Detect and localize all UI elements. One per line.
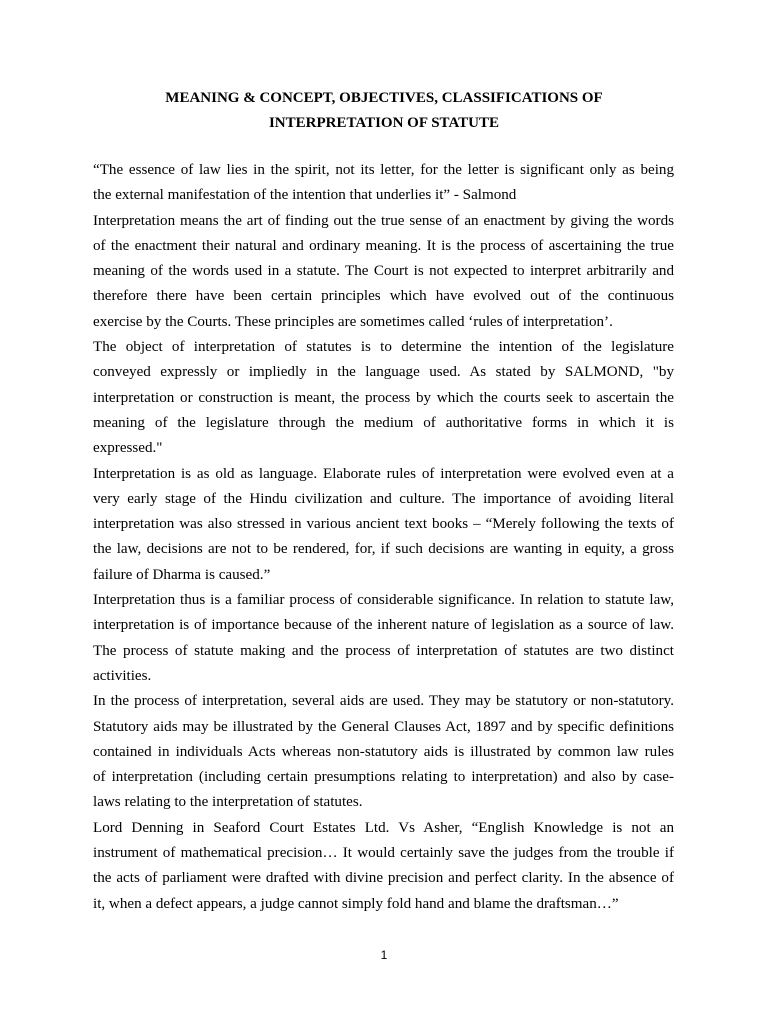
paragraph-line: expressed.": [93, 440, 163, 457]
paragraph-line: failure of Dharma is caused.”: [93, 566, 271, 583]
paragraph-line: conveyed expressly or impliedly in the language used. As stated by SALMOND, "by: [93, 364, 674, 381]
paragraph: [93, 335, 674, 461]
paragraph-line: The process of statute making and the process of interpretation of statutes are two distinct: [93, 642, 674, 659]
paragraph: [93, 689, 674, 815]
paragraph-line: it, when a defect appears, a judge cannot simply fold hand and blame the draftsman…”: [93, 895, 619, 912]
title-line: MEANING & CONCEPT, OBJECTIVES, CLASSIFICATIONS OF: [165, 90, 603, 106]
paragraph-line: exercise by the Courts. These principles are sometimes called ‘rules of interpretation’.: [93, 313, 613, 330]
paragraph-line: Interpretation thus is a familiar process of considerable significance. In relation to statute law,: [93, 592, 674, 609]
paragraph-line: Interpretation is as old as language. Elaborate rules of interpretation were evolved even at a: [93, 465, 674, 482]
paragraph-line: very early stage of the Hindu civilization and culture. The importance of avoiding literal: [93, 490, 674, 507]
paragraph-line: The object of interpretation of statutes is to determine the intention of the legislature: [93, 339, 674, 356]
paragraph-line: Statutory aids may be illustrated by the General Clauses Act, 1897 and by specific definitions: [93, 718, 674, 735]
paragraph-line: “The essence of law lies in the spirit, not its letter, for the letter is significant only as being: [93, 162, 674, 178]
paragraph-line: the law, decisions are not to be rendered, for, if such decisions are wanting in equity, a gross: [93, 541, 674, 558]
paragraph-line: therefore there have been certain principles which have evolved out of the continuous: [93, 288, 674, 305]
title-line: INTERPRETATION OF STATUTE: [268, 115, 500, 131]
paragraph-line: interpretation is of importance because of the inherent nature of legislation as a source of law.: [93, 617, 674, 634]
paragraph: [93, 588, 674, 689]
paragraph-line: of the enactment their natural and ordinary meaning. It is the process of ascertaining the true: [93, 237, 674, 254]
paragraph-line: the external manifestation of the intention that underlies it” - Salmond: [93, 187, 517, 204]
paragraph-line: meaning of the words used in a statute. The Court is not expected to interpret arbitrarily and: [93, 263, 674, 280]
paragraph-line: interpretation was also stressed in various ancient text books – “Merely following the texts of: [93, 516, 674, 533]
paragraph: [93, 462, 674, 588]
paragraph-line: the acts of parliament were drafted with divine precision and perfect clarity. In the absence of: [93, 870, 674, 887]
paragraph: [93, 816, 674, 917]
paragraph-line: instrument of mathematical precision… It would certainly save the judges from the trouble if: [93, 845, 674, 862]
document-title: [93, 86, 675, 136]
paragraph-line: activities.: [93, 667, 152, 684]
paragraph-line: In the process of interpretation, several aids are used. They may be statutory or non-statutory.: [93, 693, 674, 710]
document-body: [93, 158, 674, 917]
paragraph-line: of interpretation (including certain presumptions relating to interpretation) and also by case-: [93, 769, 674, 786]
paragraph: [93, 209, 674, 335]
paragraph-line: contained in individuals Acts whereas non-statutory aids is illustrated by common law rules: [93, 743, 674, 760]
paragraph-line: Interpretation means the art of finding out the true sense of an enactment by giving the words: [93, 212, 674, 229]
paragraph-line: interpretation or construction is meant, the process by which the courts seek to ascertain the: [93, 389, 674, 406]
paragraph-line: Lord Denning in Seaford Court Estates Ltd. Vs Asher, “English Knowledge is not an: [93, 819, 674, 836]
paragraph-line: laws relating to the interpretation of statutes.: [93, 794, 363, 811]
paragraph: [93, 158, 674, 209]
paragraph-line: meaning of the legislature through the medium of authoritative forms in which it is: [93, 414, 674, 431]
page-number: 1: [380, 948, 388, 962]
